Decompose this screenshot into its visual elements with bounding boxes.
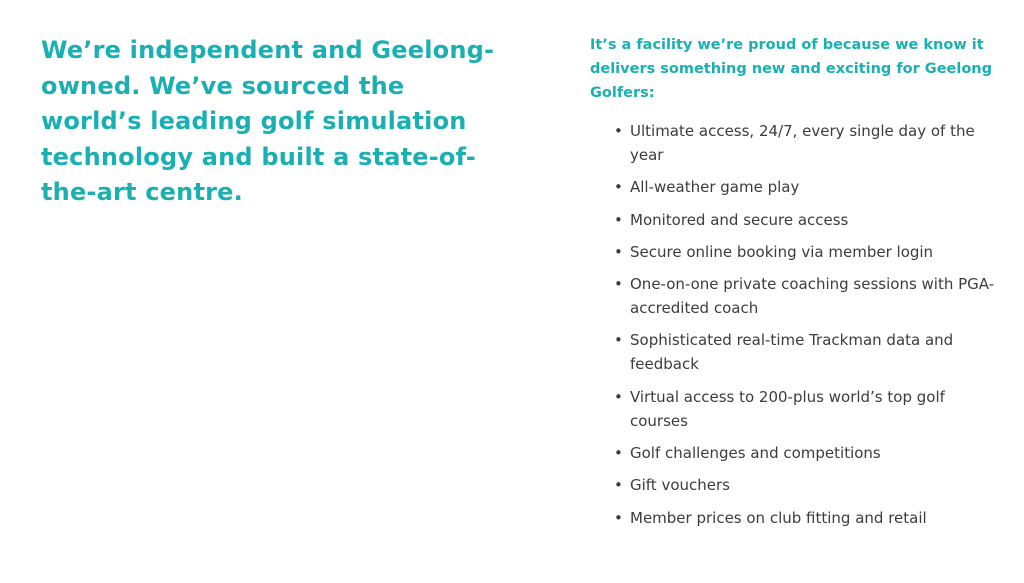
feature-list bbox=[590, 119, 1010, 530]
feature-item bbox=[590, 441, 1000, 465]
feature-item bbox=[590, 119, 1000, 167]
bullet-icon: • bbox=[614, 508, 623, 527]
features-section bbox=[590, 33, 1010, 538]
feature-text: Golf challenges and competitions bbox=[630, 444, 881, 463]
feature-text: Gift vouchers bbox=[630, 476, 730, 495]
bullet-icon: • bbox=[614, 476, 623, 495]
feature-item bbox=[590, 272, 1000, 320]
feature-item bbox=[590, 506, 1000, 530]
feature-item bbox=[590, 175, 1000, 199]
feature-text: Ultimate access, 24/7, every single day of the year bbox=[630, 122, 975, 164]
feature-text: All-weather game play bbox=[630, 178, 800, 197]
bullet-icon: • bbox=[614, 331, 623, 350]
feature-text: Virtual access to 200-plus world’s top golf courses bbox=[630, 387, 945, 430]
feature-text: One-on-one private coaching sessions with PGA-accredited coach bbox=[630, 275, 995, 318]
bullet-icon: • bbox=[614, 178, 623, 197]
bullet-icon: • bbox=[614, 122, 623, 140]
feature-item bbox=[590, 208, 1000, 232]
feature-item bbox=[590, 328, 1000, 376]
bullet-icon: • bbox=[614, 444, 623, 463]
feature-text: Sophisticated real-time Trackman data and feedback bbox=[630, 331, 954, 374]
bullet-icon: • bbox=[614, 242, 623, 261]
headline: We’re independent and Geelong-owned. We’ve sourced the world’s leading golf simulation technology and built a state-of-the-art centre. bbox=[41, 36, 495, 206]
headline-section bbox=[41, 33, 511, 211]
bullet-icon: • bbox=[614, 275, 623, 294]
bullet-icon: • bbox=[614, 387, 623, 406]
feature-text: Monitored and secure access bbox=[630, 210, 849, 229]
feature-item bbox=[590, 240, 1000, 264]
feature-item bbox=[590, 473, 1000, 497]
feature-item bbox=[590, 385, 1000, 433]
bullet-icon: • bbox=[614, 210, 623, 229]
feature-text: Member prices on club fitting and retail bbox=[630, 508, 927, 527]
intro-text: It’s a facility we’re proud of because we know it delivers something new and exciting for Geelong Golfers: bbox=[590, 37, 992, 101]
feature-text: Secure online booking via member login bbox=[630, 242, 934, 261]
